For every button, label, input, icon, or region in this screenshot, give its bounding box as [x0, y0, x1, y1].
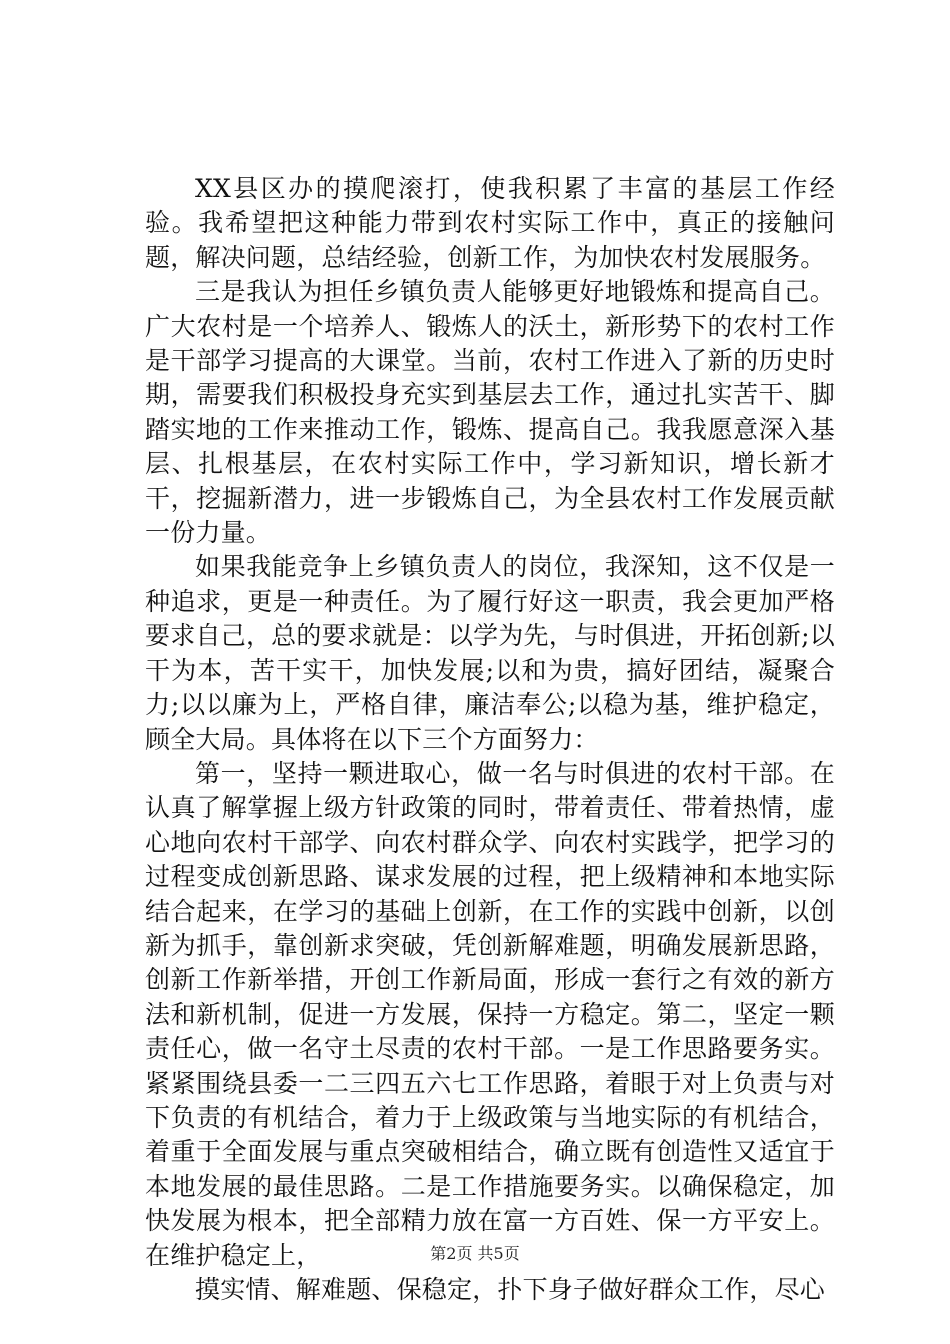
paragraph-5: 摸实情、解难题、保稳定，扑下身子做好群众工作，尽心 [195, 1275, 826, 1304]
paragraph-2: 三是我认为担任乡镇负责人能够更好地锻炼和提高自己。广大农村是一个培养人、锻炼人的沃土，新形势下的农村工作是干部学习提高的大课堂。当前，农村工作进入了新的历史时期，需要我们积极投身充实到基层去工作，通过扎实苦干、脚踏实地的工作来推动工作，锻炼、提高自己。我我愿意深入基层、扎根基层，在农村实际工作中，学习新知识，增长新才干，挖掘新潜力，进一步锻炼自己，为全县农村工作发展贡献一份力量。 [145, 277, 835, 548]
paragraph-3: 如果我能竞争上乡镇负责人的岗位，我深知，这不仅是一种追求，更是一种责任。为了履行好这一职责，我会更加严格要求自己，总的要求就是：以学为先，与时俱进，开拓创新;以干为本，苦干实干，加快发展;以和为贵，搞好团结，凝聚合力;以以廉为上，严格自律，廉洁奉公;以稳为基，维护稳定，顾全大局。具体将在以下三个方面努力： [145, 552, 835, 754]
document-body [145, 172, 835, 1307]
paragraph-4: 第一，坚持一颗进取心，做一名与时俱进的农村干部。在认真了解掌握上级方针政策的同时，带着责任、带着热情，虚心地向农村干部学、向农村群众学、向农村实践学，把学习的过程变成创新思路、谋求发展的过程，把上级精神和本地实际结合起来，在学习的基础上创新，在工作的实践中创新，以创新为抓手，靠创新求突破，凭创新解难题，明确发展新思路，创新工作新举措，开创工作新局面，形成一套行之有效的新方法和新机制，促进一方发展，保持一方稳定。第二，坚定一颗责任心，做一名守土尽责的农村干部。一是工作思路要务实。紧紧围绕县委一二三四五六七工作思路，着眼于对上负责与对下负责的有机结合，着力于上级政策与当地实际的有机结合，着重于全面发展与重点突破相结合，确立既有创造性又适宜于本地发展的最佳思路。二是工作措施要务实。以确保稳定，加快发展为根本，把全部精力放在富一方百姓、保一方平安上。在维护稳定上， [145, 758, 835, 1270]
page-footer: 第2页 共5页 [430, 1244, 520, 1263]
paragraph-1: XX县区办的摸爬滚打，使我积累了丰富的基层工作经验。我希望把这种能力带到农村实际工作中，真正的接触问题，解决问题，总结经验，创新工作，为加快农村发展服务。 [145, 174, 835, 272]
